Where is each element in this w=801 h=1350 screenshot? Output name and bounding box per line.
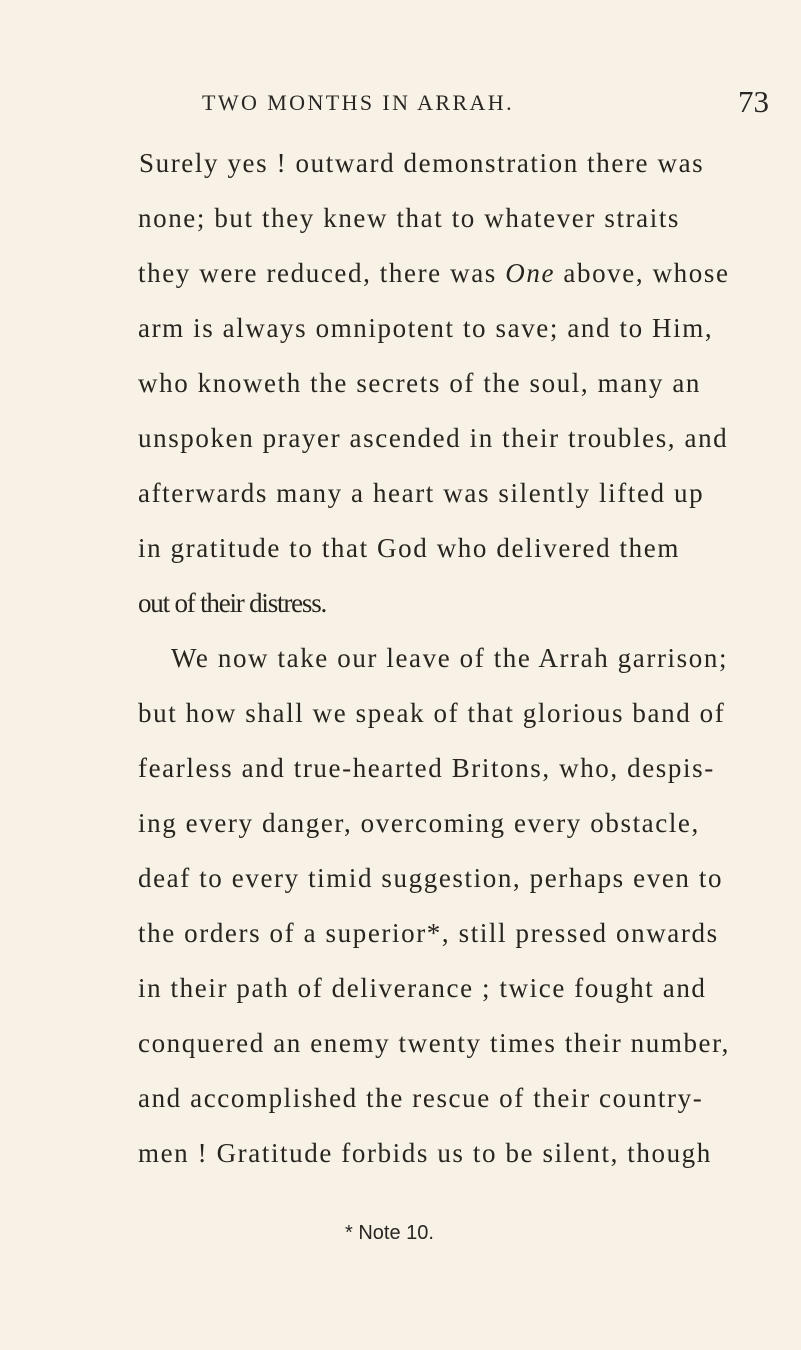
footnote: * Note 10. xyxy=(345,1222,434,1244)
text-line-7: afterwards many a heart was silently lifted up xyxy=(138,478,705,508)
text-line-8: in gratitude to that God who delivered them xyxy=(138,533,680,563)
running-head: TWO MONTHS IN ARRAH. xyxy=(202,90,514,115)
text-line-9: out of their distress. xyxy=(138,588,327,618)
text-line-11: but how shall we speak of that glorious band of xyxy=(138,698,726,728)
text-line-3: they were reduced, there was One above, whose xyxy=(138,258,730,288)
text-line-4: arm is always omnipotent to save; and to Him, xyxy=(138,313,714,343)
text-line-2: none; but they knew that to whatever straits xyxy=(138,203,681,233)
text-line-5: who knoweth the secrets of the soul, many an xyxy=(138,368,702,398)
text-line-12: fearless and true-hearted Britons, who, despis- xyxy=(138,753,715,783)
text-line-6: unspoken prayer ascended in their troubles, and xyxy=(138,423,729,453)
page-header xyxy=(0,84,801,124)
text-line-13: ing every danger, overcoming every obstacle, xyxy=(138,808,700,838)
text-line-10: We now take our leave of the Arrah garrison; xyxy=(171,643,729,673)
text-line-14: deaf to every timid suggestion, perhaps even to xyxy=(138,863,724,893)
page-number: 73 xyxy=(738,84,769,119)
text-line-19: men ! Gratitude forbids us to be silent, though xyxy=(138,1138,712,1168)
text-line-15: the orders of a superior*, still pressed onwards xyxy=(138,918,719,948)
text-line-16: in their path of deliverance ; twice fought and xyxy=(138,973,707,1003)
text-line-18: and accomplished the rescue of their country- xyxy=(138,1083,704,1113)
text-line-17: conquered an enemy twenty times their number, xyxy=(138,1028,731,1058)
text-line-1: Surely yes ! outward demonstration there was xyxy=(139,148,705,178)
italic-one: One xyxy=(505,258,556,288)
